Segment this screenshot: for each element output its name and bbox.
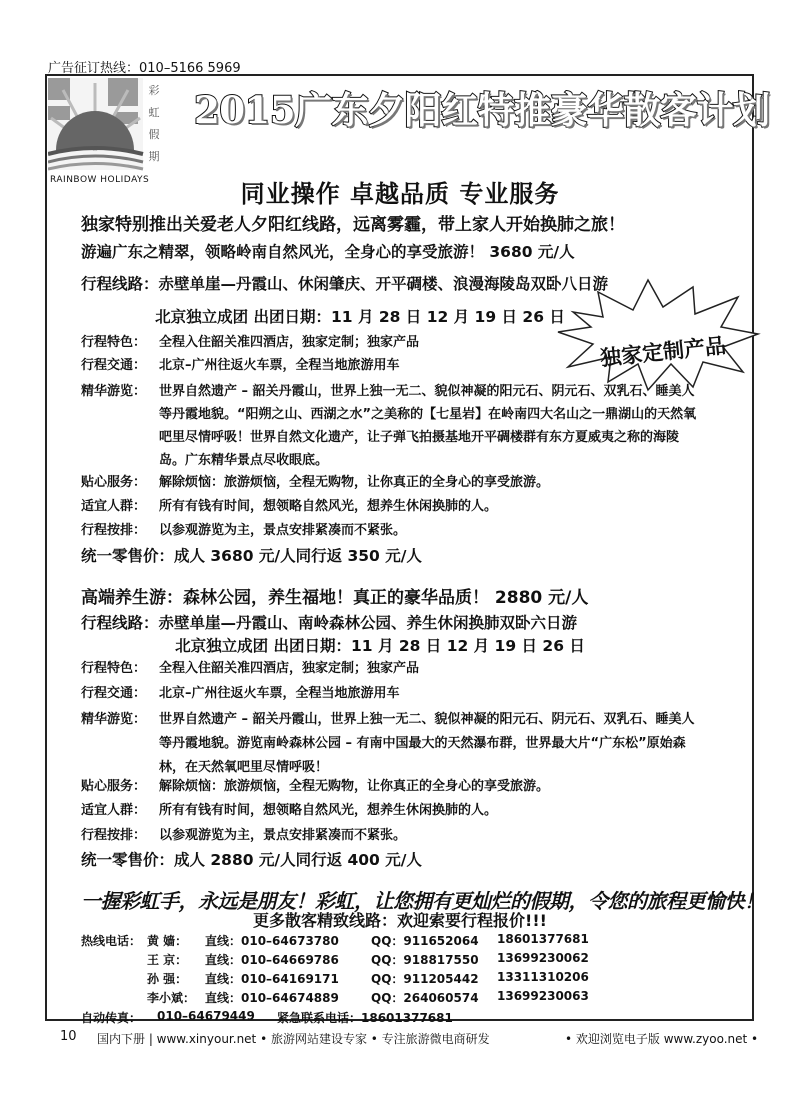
contact-mobile: 18601377681 xyxy=(497,932,589,946)
row-text: 所有有钱有时间，想领略自然风光，想养生休闲换肺的人。 xyxy=(159,499,498,514)
row-label: 适宜人群： xyxy=(81,803,147,818)
tour1-dates: 北京独立成团 出团日期：11 月 28 日 12 月 19 日 26 日 xyxy=(155,308,565,326)
contact-line: 直线：010–64673780 xyxy=(205,934,339,948)
contact-name: 李小斌： xyxy=(147,991,196,1005)
contact-qq: QQ：911205442 xyxy=(371,972,479,986)
contact-mobile: 13311310206 xyxy=(497,970,589,984)
logo-char: 虹 xyxy=(148,106,160,119)
logo-char: 彩 xyxy=(148,84,160,97)
exclusive-product-badge: 独家定制产品 xyxy=(599,332,728,371)
row-text: 解除烦恼：旅游烦恼，全程无购物，让你真正的全身心的享受旅游。 xyxy=(159,779,550,794)
row-text: 解除烦恼：旅游烦恼，全程无购物，让你真正的全身心的享受旅游。 xyxy=(159,475,550,490)
row-label: 精华游览： xyxy=(81,712,147,727)
contact-line: 直线：010–64669786 xyxy=(205,953,339,967)
hotline-label: 热线电话： xyxy=(81,934,142,948)
row-label: 精华游览： xyxy=(81,384,147,399)
contact-mobile: 13699230062 xyxy=(497,951,589,965)
page-number: 10 xyxy=(60,1029,77,1044)
row-label: 行程特色： xyxy=(81,335,147,350)
row-text: 以参观游览为主，景点安排紧凑而不紧张。 xyxy=(159,828,407,843)
row-text: 世界自然遗产 – 韶关丹霞山，世界上独一无二、貌似神凝的阳元石、阴元石、双乳石、睡美人等丹霞地貌。“阳朔之山、西湖之水”之美称的【七星岩】在岭南四大名山之一鼎湖山的天然氧吧里尽情呼吸！世界自然文化遗产，让子弹飞拍摄基地开平碉楼群有东方夏威夷之称的海陵岛。广东精华景点尽收眼底。 xyxy=(159,384,697,468)
contact-name: 王 京： xyxy=(147,953,188,967)
emergency-phone: 紧急联系电话：18601377681 xyxy=(277,1011,453,1025)
fax-label: 自动传真： xyxy=(81,1011,142,1025)
contact-name: 孙 强： xyxy=(147,972,188,986)
contact-mobile: 13699230063 xyxy=(497,989,589,1003)
tour1-route: 行程线路：赤壁单崖—丹霞山、休闲肇庆、开平碉楼、浪漫海陵岛双卧八日游 xyxy=(81,275,609,293)
contact-line: 直线：010–64674889 xyxy=(205,991,339,1005)
tour2-route: 行程线路：赤壁单崖—丹霞山、南岭森林公园、养生休闲换肺双卧六日游 xyxy=(81,614,578,632)
row-text: 世界自然遗产 – 韶关丹霞山，世界上独一无二、貌似神凝的阳元石、阴元石、双乳石、睡美人等丹霞地貌。游览南岭森林公园 – 有南中国最大的天然瀑布群，世界最大片“广东松”原始森林，在天然氧吧里尽情呼吸！ xyxy=(159,712,695,775)
row-label: 贴心服务： xyxy=(81,475,147,490)
tour1-intro: 游遍广东之精翠，领略岭南自然风光，全身心的享受旅游！ 3680 元/人 xyxy=(81,243,575,261)
row-text: 北京–广州往返火车票，全程当地旅游用车 xyxy=(159,358,400,373)
tour2-headline: 高端养生游：森林公园，养生福地！真正的豪华品质！ 2880 元/人 xyxy=(81,588,589,608)
ad-hotline: 广告征订热线：010–5166 5969 xyxy=(48,61,241,76)
tour1-price: 统一零售价：成人 3680 元/人同行返 350 元/人 xyxy=(81,547,422,565)
tour2-dates: 北京独立成团 出团日期：11 月 28 日 12 月 19 日 26 日 xyxy=(175,637,585,655)
page-title: 2015广东夕阳红特推豪华散客计划 xyxy=(194,88,770,132)
row-label: 行程按排： xyxy=(81,523,147,538)
logo-char: 期 xyxy=(148,150,160,163)
row-text: 北京–广州往返火车票，全程当地旅游用车 xyxy=(159,686,400,701)
row-label: 适宜人群： xyxy=(81,499,147,514)
more-routes: 更多散客精致线路：欢迎索要行程报价!!! xyxy=(253,911,547,930)
row-text: 所有有钱有时间，想领略自然风光，想养生休闲换肺的人。 xyxy=(159,803,498,818)
logo-cn-text xyxy=(146,80,162,168)
contact-qq: QQ：918817550 xyxy=(371,953,479,967)
slogan: 一握彩虹手，永远是朋友！彩虹，让您拥有更灿烂的假期，令您的旅程更愉快！ xyxy=(81,889,764,913)
row-label: 行程特色： xyxy=(81,661,147,676)
footer-website: • 欢迎浏览电子版 www.zyoo.net • xyxy=(565,1032,759,1046)
footer-section: 国内下册 | www.xinyour.net • 旅游网站建设专家 • 专注旅游微电商研发 xyxy=(97,1032,490,1046)
contact-name: 黄 嫱： xyxy=(147,934,188,948)
row-label: 贴心服务： xyxy=(81,779,147,794)
tour1-headline: 独家特别推出关爱老人夕阳红线路，远离雾霾，带上家人开始换肺之旅！ xyxy=(81,215,625,235)
logo-en-text: RAINBOW HOLIDAYS xyxy=(50,175,150,185)
contact-qq: QQ：911652064 xyxy=(371,934,479,948)
row-text: 全程入住韶关准四酒店，独家定制；独家产品 xyxy=(159,661,420,676)
row-text: 以参观游览为主，景点安排紧凑而不紧张。 xyxy=(159,523,407,538)
tour2-price: 统一零售价：成人 2880 元/人同行返 400 元/人 xyxy=(81,851,422,869)
contact-qq: QQ：264060574 xyxy=(371,991,479,1005)
row-label: 行程交通： xyxy=(81,358,147,373)
logo-char: 假 xyxy=(148,128,160,141)
page-subtitle: 同业操作 卓越品质 专业服务 xyxy=(240,180,560,208)
contact-line: 直线：010–64169171 xyxy=(205,972,339,986)
row-label: 行程按排： xyxy=(81,828,147,843)
fax-number: 010–64679449 xyxy=(157,1009,255,1023)
row-text: 全程入住韶关准四酒店，独家定制；独家产品 xyxy=(159,335,420,350)
row-label: 行程交通： xyxy=(81,686,147,701)
